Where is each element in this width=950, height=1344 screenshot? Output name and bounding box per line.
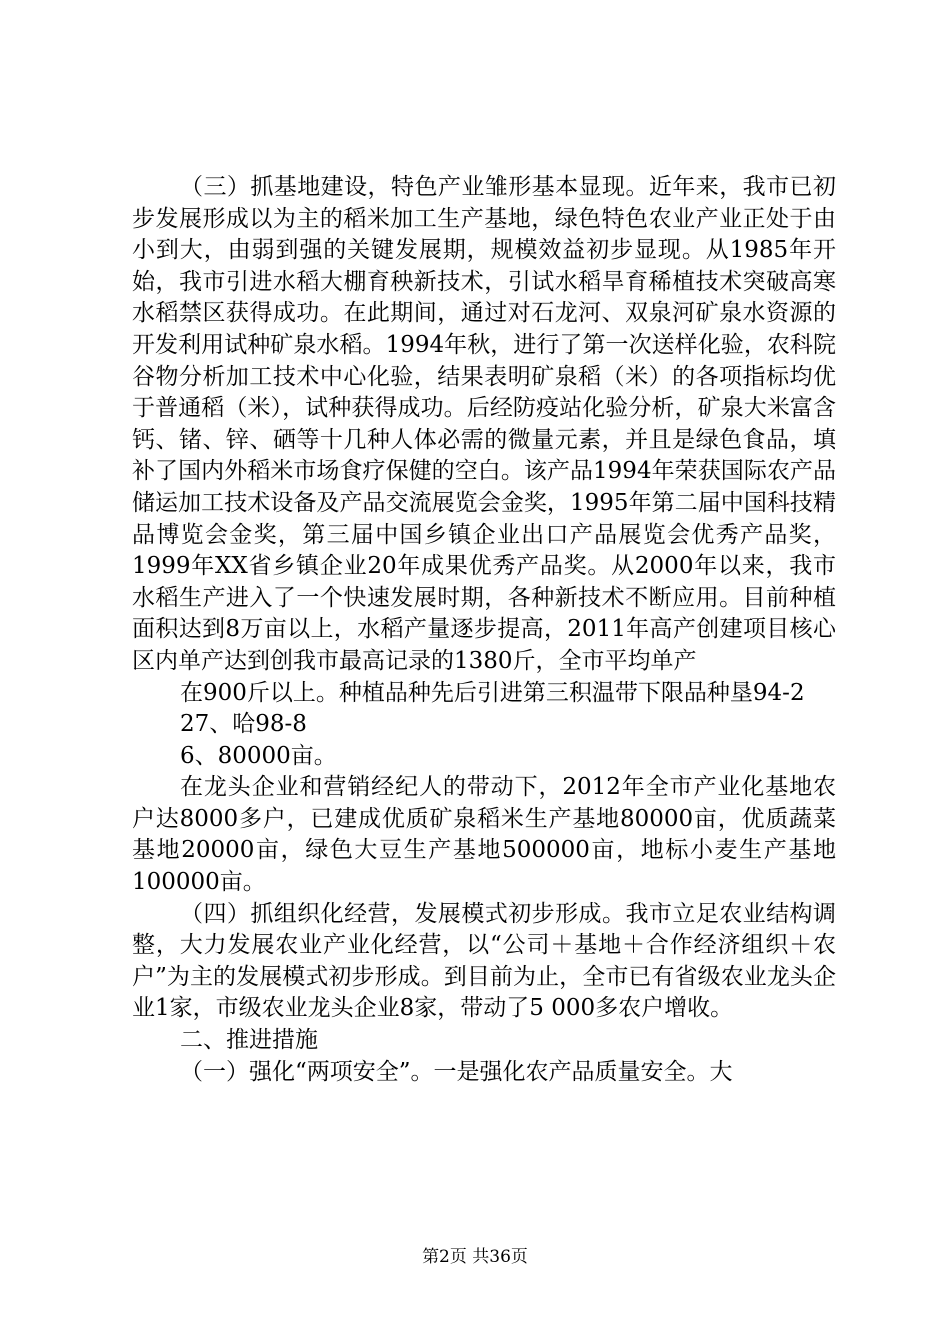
paragraph-organized-operation: （四）抓组织化经营，发展模式初步形成。我市立足农业结构调整，大力发展农业产业化经营，以“公司＋基地＋合作经济组织＋农户”为主的发展模式初步形成。到目前为止，全市已有省级农业龙头企业1家，市级农业龙头企业8家，带动了5 000多农户增收。	[132, 900, 836, 1022]
paragraph-varieties: 在900斤以上。种植品种先后引进第三积温带下限品种垦94-2	[180, 679, 805, 706]
paragraph-variety-list-1: 27、哈98-8	[180, 711, 307, 738]
paragraph-two-safeties: （一）强化“两项安全”。一是强化农产品质量安全。大	[180, 1058, 733, 1085]
section-heading-measures: 二、推进措施	[180, 1027, 318, 1054]
paragraph-variety-list-2: 6、80000亩。	[180, 742, 337, 769]
document-body	[132, 172, 836, 1088]
paragraph-base-construction: （三）抓基地建设，特色产业雏形基本显现。近年来，我市已初步发展形成以为主的稻米加工生产基地，绿色特色农业产业正处于由小到大，由弱到强的关键发展期，规模效益初步显现。从1985年开始，我市引进水稻大棚育秧新技术，引试水稻旱育稀植技术突破高寒水稻禁区获得成功。在此期间，通过对石龙河、双泉河矿泉水资源的开发利用试种矿泉水稻。1994年秋，进行了第一次送样化验，农科院谷物分析加工技术中心化验，结果表明矿泉稻（米）的各项指标均优于普通稻（米），试种获得成功。后经防疫站化验分析，矿泉大米富含钙、锗、锌、硒等十几种人体必需的微量元素，并且是绿色食品，填补了国内外稻米市场食疗保健的空白。该产品1994年荣获国际农产品储运加工技术设备及产品交流展览会金奖，1995年第二届中国科技精品博览会金奖，第三届中国乡镇企业出口产品展览会优秀产品奖，1999年XX省乡镇企业20年成果优秀产品奖。从2000年以来，我市水稻生产进入了一个快速发展时期，各种新技术不断应用。目前种植面积达到8万亩以上，水稻产量逐步提高，2011年高产创建项目核心区内单产达到创我市最高记录的1380斤，全市平均单产	[132, 174, 836, 674]
page-footer: 第2页 共36页	[422, 1247, 528, 1267]
paragraph-leading-enterprises: 在龙头企业和营销经纪人的带动下，2012年全市产业化基地农户达8000多户，已建成优质矿泉稻米生产基地80000亩，优质蔬菜基地20000亩，绿色大豆生产基地500000亩，地标小麦生产基地100000亩。	[132, 774, 836, 896]
